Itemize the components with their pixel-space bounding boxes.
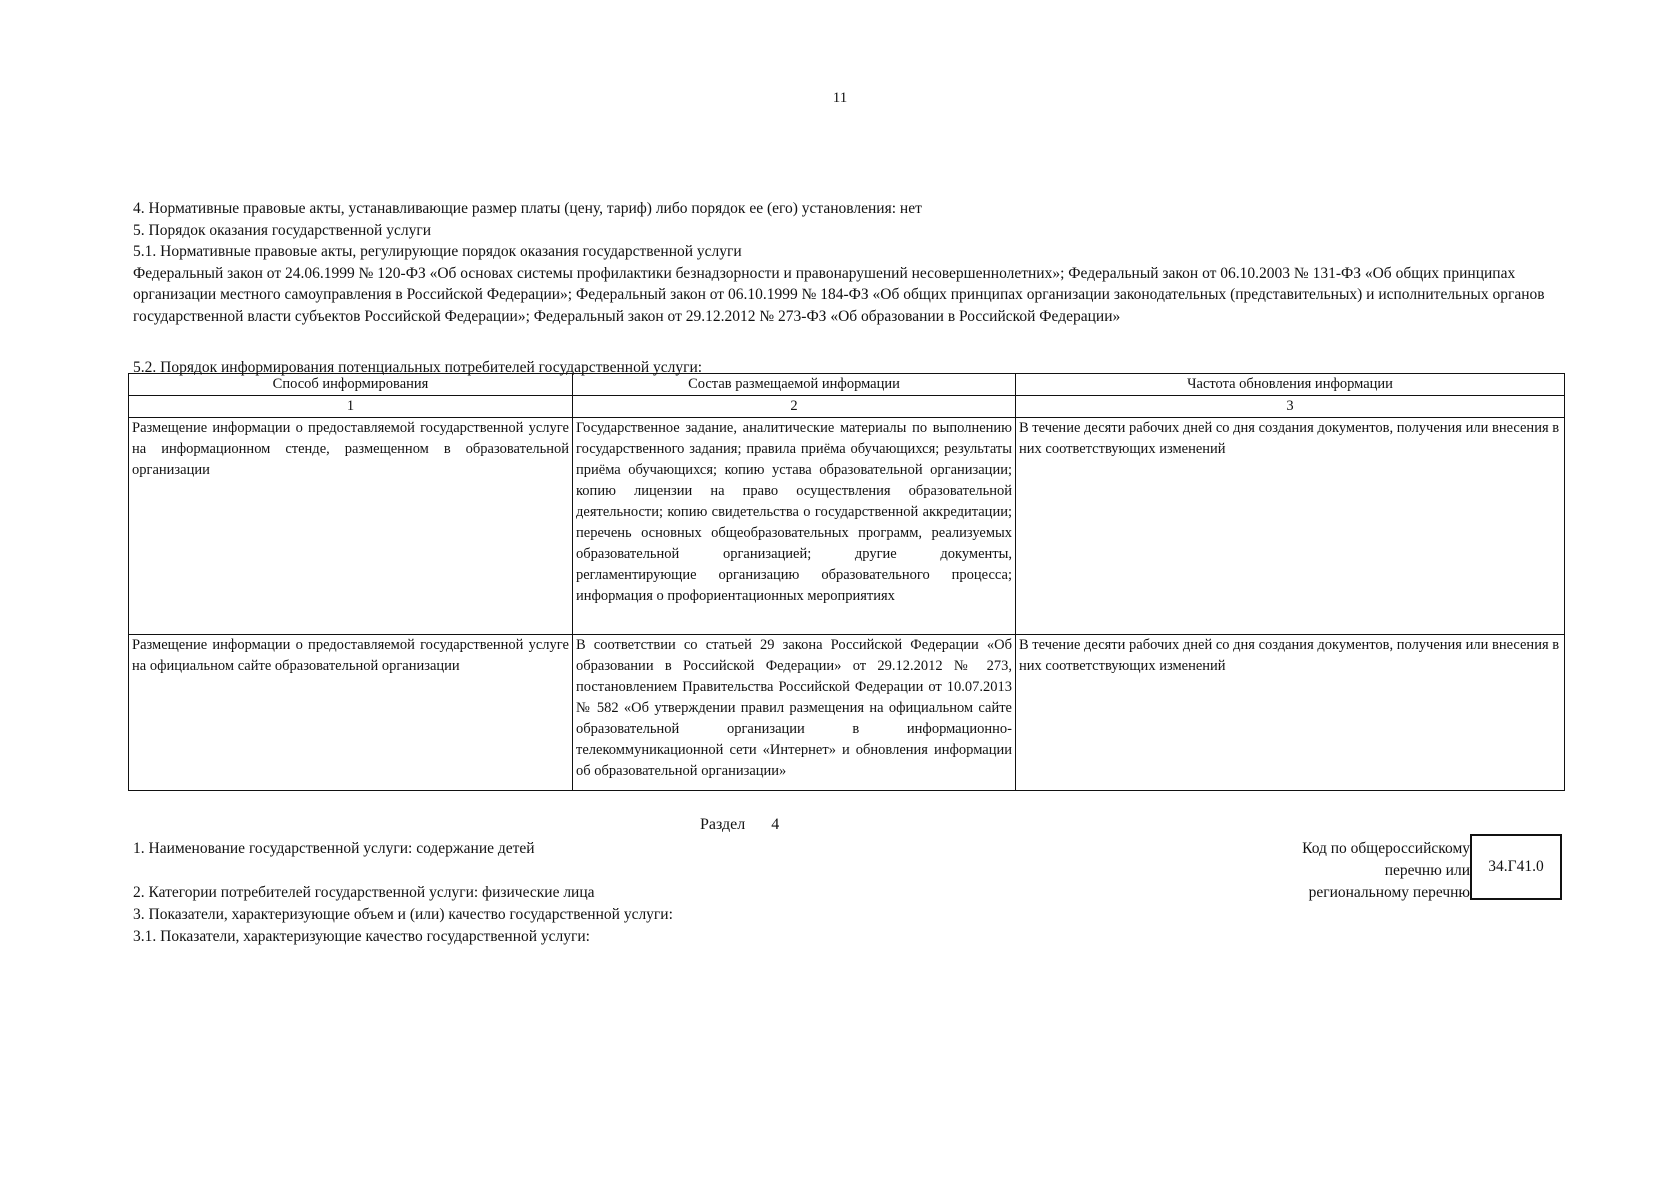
code-label-line: перечню или (1384, 862, 1470, 879)
cell-content: Государственное задание, аналитические материалы по выполнению государственного задания; правила приёма обучающихся; результаты приёма обучающихся; копию устава образовательной организации; копию лицензии на право осуществления образовательной деятельности; копию свидетельства о государственной аккредитации; перечень основных общеобразовательных программ, реализуемых образовательной организацией; другие документы, регламентирующие организацию образовательного процесса; информация о профориентационных мероприятиях (573, 418, 1016, 635)
informing-table (128, 373, 1565, 791)
service-consumers: 2. Категории потребителей государственной услуги: физические лица (133, 884, 595, 901)
cell-content: В соответствии со статьей 29 закона Российской Федерации «Об образовании в Российской Федерации» от 29.12.2012 № 273, постановлением Правительства Российской Федерации от 10.07.2013 № 582 «Об утверждении правил размещения на официальном сайте образовательной организации в информационно-телекоммуникационной сети «Интернет» и обновления информации об образовательной организации» (573, 635, 1016, 791)
paragraph-fee-acts: 4. Нормативные правовые акты, устанавливающие размер платы (цену, тариф) либо порядок ее (его) установления: нет (133, 200, 922, 217)
section-label: Раздел (700, 816, 746, 833)
service-quality-indicators: 3.1. Показатели, характеризующие качество государственной услуги: (133, 928, 590, 945)
cell-frequency: В течение десяти рабочих дней со дня создания документов, получения или внесения в них соответствующих изменений (1016, 418, 1565, 635)
cell-frequency: В течение десяти рабочих дней со дня создания документов, получения или внесения в них соответствующих изменений (1016, 635, 1565, 791)
column-number: 3 (1016, 396, 1565, 418)
service-indicators: 3. Показатели, характеризующие объем и (или) качество государственной услуги: (133, 906, 673, 923)
paragraph-federal-laws: Федеральный закон от 24.06.1999 № 120-ФЗ «Об основах системы профилактики безнадзорности и правонарушений несовершеннолетних»; Федеральный закон от 06.10.2003 № 131-ФЗ «Об общих принципах организации местного самоуправления в Российской Федерации»; Федеральный закон от 06.10.1999 № 184-ФЗ «Об общих принципах организации законодательных (представительных) и исполнительных органов государственной власти субъектов Российской Федерации»; Федеральный закон от 29.12.2012 № 273-ФЗ «Об образовании в Российской Федерации» (133, 264, 1545, 325)
page-number: 11 (832, 90, 848, 106)
paragraph-service-procedure: 5. Порядок оказания государственной услуги (133, 221, 431, 239)
code-label (1240, 838, 1470, 904)
section-number: 4 (771, 816, 780, 833)
table-caption: 5.2. Порядок информирования потенциальных потребителей государственной услуги: (133, 359, 703, 376)
column-number: 1 (129, 396, 573, 418)
table-row (129, 418, 1565, 635)
header-method: Способ информирования (129, 374, 573, 396)
code-label-line: региональному перечню (1308, 884, 1470, 901)
table-row (129, 635, 1565, 791)
code-value-box (1470, 834, 1562, 900)
header-content: Состав размещаемой информации (573, 374, 1016, 396)
service-details (133, 838, 673, 948)
cell-method: Размещение информации о предоставляемой государственной услуге на информационном стенде, размещенном в образовательной организации (129, 418, 573, 635)
column-number: 2 (573, 396, 1016, 418)
code-value: 34.Г41.0 (1488, 858, 1544, 875)
service-name: 1. Наименование государственной услуги: содержание детей (133, 840, 535, 857)
paragraph-procedure-acts: 5.1. Нормативные правовые акты, регулирующие порядок оказания государственной услуги (133, 243, 742, 260)
table-number-row (129, 396, 1565, 418)
header-frequency: Частота обновления информации (1016, 374, 1565, 396)
table-header-row (129, 374, 1565, 396)
code-label-line: Код по общероссийскому (1302, 840, 1470, 857)
section-heading (700, 816, 779, 834)
cell-method: Размещение информации о предоставляемой государственной услуге на официальном сайте образовательной организации (129, 635, 573, 791)
legal-acts-section (133, 198, 1563, 327)
